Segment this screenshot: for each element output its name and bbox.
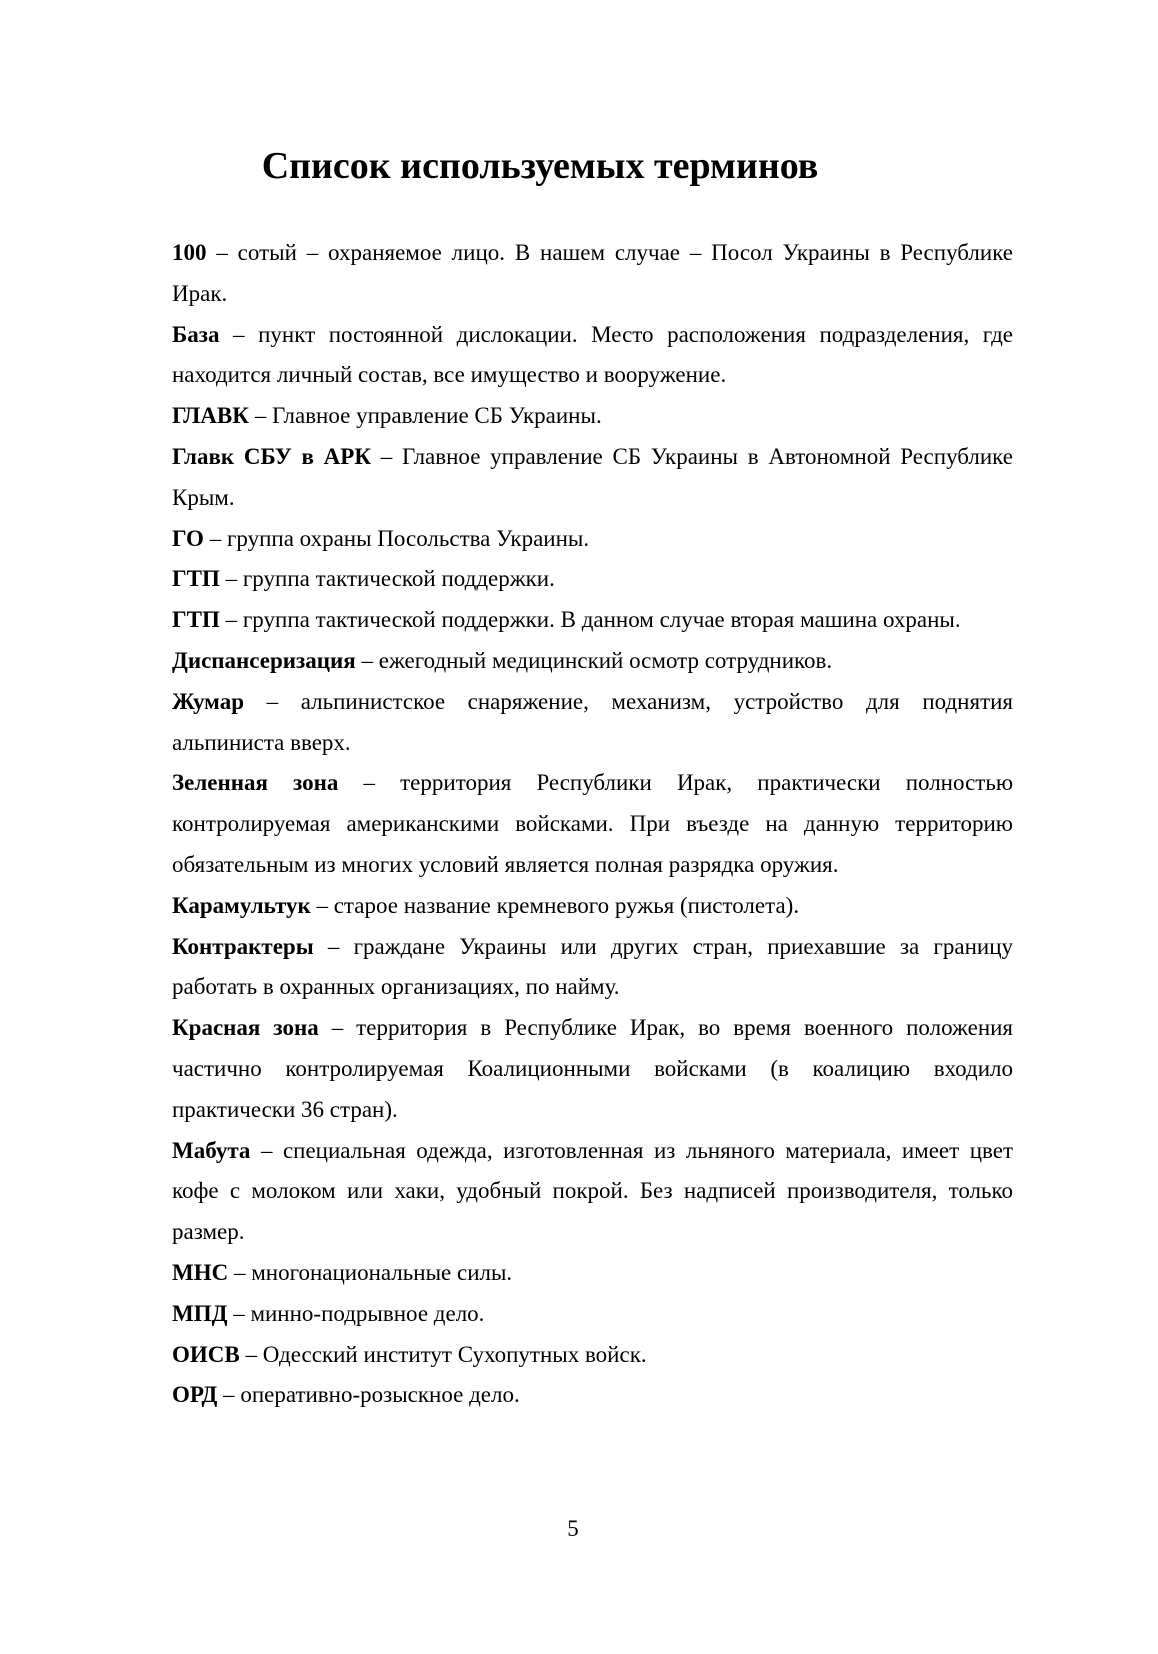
glossary-term: Зеленная зона (172, 770, 339, 796)
glossary-entry (172, 396, 1013, 437)
glossary-term: МПД (172, 1300, 228, 1326)
glossary-term: ОРД (172, 1382, 218, 1408)
glossary-term: МНС (172, 1259, 229, 1285)
glossary-definition: – Главное управление СБ Украины в Автономной Республике Крым. (172, 443, 1013, 510)
glossary-definition: – ежегодный медицинский осмотр сотрудников. (361, 647, 833, 673)
glossary-entry (172, 1253, 1013, 1294)
glossary-definition: – альпинистское снаряжение, механизм, устройство для поднятия альпиниста вверх. (172, 688, 1014, 755)
glossary-term: 100 (172, 240, 207, 265)
glossary-entry (172, 641, 1013, 682)
glossary-definition: – территория Республики Ирак, практически полностью контролируемая американскими войсками. При въезде на данную территорию обязательным из многих условий является полная разрядка оружия. (172, 770, 1013, 877)
glossary-term: Главк СБУ в АРК (172, 443, 371, 469)
glossary-entry (172, 559, 1013, 600)
glossary-term: ГТП (172, 566, 220, 592)
glossary-term: Контрактеры (172, 933, 314, 959)
glossary-term: Жумар (172, 688, 244, 714)
glossary-term: Красная зона (172, 1015, 319, 1041)
glossary-definition: – группа тактической поддержки. (225, 566, 555, 592)
glossary-list (172, 233, 1013, 1416)
page-title: Список используемых терминов (261, 145, 819, 187)
glossary-definition: – старое название кремневого ружья (пистолета). (316, 892, 800, 918)
glossary-entry (172, 600, 1013, 641)
glossary-entry (172, 927, 1013, 1009)
glossary-definition: – граждане Украины или других стран, приехавшие за границу работать в охранных организациях, по найму. (172, 933, 1013, 1000)
glossary-entry (172, 437, 1013, 519)
glossary-term: ОИСВ (172, 1341, 240, 1367)
glossary-definition: – Главное управление СБ Украины. (254, 403, 602, 429)
glossary-definition: – сотый – охраняемое лицо. В нашем случае – Посол Украины в Республике Ирак. (172, 240, 1014, 306)
glossary-term: ГТП (172, 607, 220, 633)
glossary-entry (172, 1294, 1013, 1335)
glossary-definition: – Одесский институт Сухопутных войск. (245, 1341, 647, 1367)
glossary-term: Мабута (172, 1137, 251, 1163)
glossary-definition: – оперативно-розыскное дело. (223, 1382, 520, 1408)
glossary-entry (172, 682, 1013, 764)
glossary-definition: – территория в Республике Ирак, во время военного положения частично контролируемая Коалиционными войсками (в коалицию входило практически 36 стран). (172, 1015, 1014, 1122)
glossary-definition: – минно-подрывное дело. (233, 1300, 485, 1326)
glossary-entry (172, 886, 1013, 927)
glossary-entry (172, 763, 1013, 885)
glossary-entry (172, 315, 1013, 397)
glossary-entry (172, 1008, 1013, 1130)
glossary-entry (172, 519, 1013, 560)
glossary-definition: – многонациональные силы. (233, 1259, 513, 1285)
page-number: 5 (567, 1516, 579, 1541)
glossary-term: ГЛАВК (172, 403, 249, 429)
glossary-definition: – группа охраны Посольства Украины. (209, 525, 590, 551)
glossary-definition: – специальная одежда, изготовленная из льняного материала, имеет цвет кофе с молоком или хаки, удобный покрой. Без надписей производителя, только размер. (172, 1137, 1013, 1245)
glossary-term: ГО (172, 525, 204, 551)
glossary-entry (172, 1375, 1013, 1416)
glossary-definition: – группа тактической поддержки. В данном случае вторая машина охраны. (225, 607, 961, 633)
glossary-term: Карамультук (172, 892, 311, 918)
glossary-term: База (172, 321, 220, 347)
glossary-definition: – пункт постоянной дислокации. Место расположения подразделения, где находится личный состав, все имущество и вооружение. (172, 321, 1014, 388)
glossary-entry (172, 233, 1013, 315)
glossary-entry (172, 1131, 1013, 1253)
glossary-term: Диспансеризация (172, 647, 356, 673)
glossary-entry (172, 1335, 1013, 1376)
